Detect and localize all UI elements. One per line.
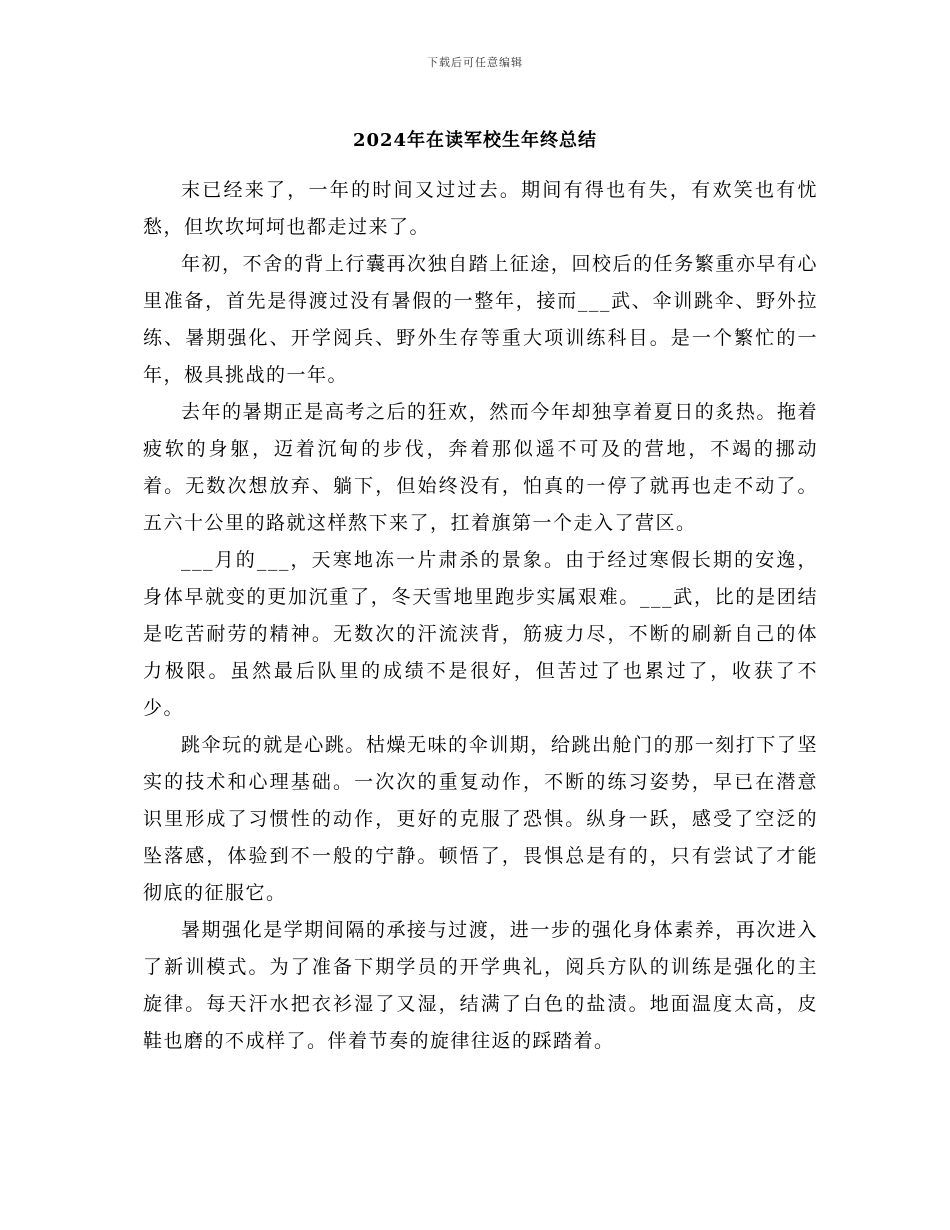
paragraph-3: 去年的暑期正是高考之后的狂欢，然而今年却独享着夏日的炙热。拖着疲软的身躯，迈着沉甸的步伐，奔着那似遥不可及的营地，不竭的挪动着。无数次想放弃、躺下，但始终没有，怕真的一停了就再也走不动了。五六十公里的路就这样熬下来了，扛着旗第一个走入了营区。 [143,401,818,534]
document-body [143,172,818,1060]
header-note: 下载后可任意编辑 [427,56,523,69]
paragraph-4: ___月的___，天寒地冻一片肃杀的景象。由于经过寒假长期的安逸，身体早就变的更加沉重了，冬天雪地里跑步实属艰难。___武，比的是团结是吃苦耐劳的精神。无数次的汗流浃背，筋疲力尽，不断的刷新自己的体力极限。虽然最后队里的成绩不是很好，但苦过了也累过了，收获了不少。 [143,549,818,719]
document-title: 2024年在读军校生年终总结 [352,130,598,151]
paragraph-5: 跳伞玩的就是心跳。枯燥无味的伞训期，给跳出舱门的那一刻打下了坚实的技术和心理基础。一次次的重复动作，不断的练习姿势，早已在潜意识里形成了习惯性的动作，更好的克服了恐惧。纵身一跃，感受了空泛的坠落感，体验到不一般的宁静。顿悟了，畏惧总是有的，只有尝试了才能彻底的征服它。 [143,734,818,904]
paragraph-2: 年初，不舍的背上行囊再次独自踏上征途，回校后的任务繁重亦早有心里准备，首先是得渡过没有暑假的一整年，接而___武、伞训跳伞、野外拉练、暑期强化、开学阅兵、野外生存等重大项训练科目。是一个繁忙的一年，极具挑战的一年。 [143,253,818,386]
paragraph-6: 暑期强化是学期间隔的承接与过渡，进一步的强化身体素养，再次进入了新训模式。为了准备下期学员的开学典礼，阅兵方队的训练是强化的主旋律。每天汗水把衣衫湿了又湿，结满了白色的盐渍。地面温度太高，皮鞋也磨的不成样了。伴着节奏的旋律往返的踩踏着。 [143,919,818,1052]
paragraph-1: 末已经来了，一年的时间又过过去。期间有得也有失，有欢笑也有忧愁，但坎坎坷坷也都走过来了。 [143,179,818,238]
